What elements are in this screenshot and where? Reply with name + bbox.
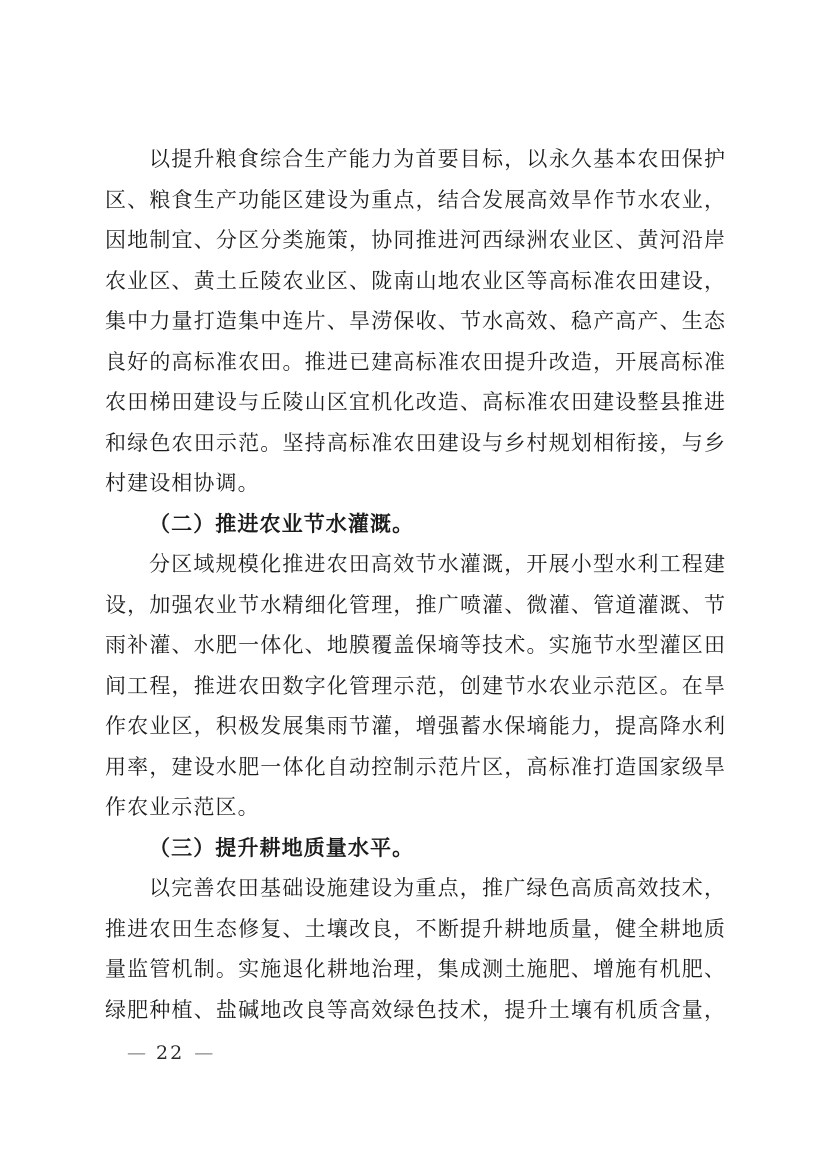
body-text-line: 量监管机制。实施退化耕地治理，集成测土施肥、增施有机肥、 xyxy=(105,957,725,981)
body-text-line: 集中力量打造集中连片、旱涝保收、节水高效、稳产高产、生态 xyxy=(105,309,725,333)
body-text-line: 绿肥种植、盐碱地改良等高效绿色技术，提升土壤有机质含量， xyxy=(105,997,725,1022)
body-text-line: 良好的高标准农田。推进已建高标准农田提升改造，开展高标准 xyxy=(105,349,725,374)
body-text-line: 用率，建设水肥一体化自动控制示范片区，高标准打造国家级旱 xyxy=(105,754,725,779)
body-text-line: 作农业区，积极发展集雨节灌，增强蓄水保墒能力，提高降水利 xyxy=(105,714,725,738)
body-text-line: 间工程，推进农田数字化管理示范，创建节水农业示范区。在旱 xyxy=(105,673,725,698)
body-text-line: 农业区、黄土丘陵农业区、陇南山地农业区等高标准农田建设， xyxy=(105,268,725,293)
body-text-line: 因地制宜、分区分类施策，协同推进河西绿洲农业区、黄河沿岸 xyxy=(105,228,725,252)
body-text-line: 推进农田生态修复、土壤改良，不断提升耕地质量，健全耕地质 xyxy=(105,916,725,941)
section-heading-line: （二）推进农业节水灌溉。 xyxy=(149,511,415,536)
body-text-line: 和绿色农田示范。坚持高标准农田建设与乡村规划相衔接，与乡 xyxy=(105,430,725,455)
page-number: 22 xyxy=(156,1042,185,1064)
body-text-line: 村建设相协调。 xyxy=(105,471,260,495)
body-text-line: 设，加强农业节水精细化管理，推广喷灌、微灌、管道灌溉、节 xyxy=(105,592,725,617)
body-text-line: 以提升粮食综合生产能力为首要目标，以永久基本农田保护 xyxy=(149,147,725,171)
section-heading-line: （三）提升耕地质量水平。 xyxy=(149,835,415,860)
body-text-line: 作农业示范区。 xyxy=(105,795,260,819)
footer-dash-left: — xyxy=(127,1042,146,1064)
page-footer xyxy=(127,1041,213,1065)
body-text-line: 农田梯田建设与丘陵山区宜机化改造、高标准农田建设整县推进 xyxy=(105,390,725,414)
footer-dash-right: — xyxy=(194,1042,214,1064)
body-text-line: 雨补灌、水肥一体化、地膜覆盖保墒等技术。实施节水型灌区田 xyxy=(105,633,725,657)
body-text-line: 以完善农田基础设施建设为重点，推广绿色高质高效技术， xyxy=(149,876,725,900)
body-text-line: 分区域规模化推进农田高效节水灌溉，开展小型水利工程建 xyxy=(149,552,725,576)
text-block xyxy=(105,139,725,1030)
body-text-line: 区、粮食生产功能区建设为重点，结合发展高效旱作节水农业， xyxy=(105,187,725,212)
